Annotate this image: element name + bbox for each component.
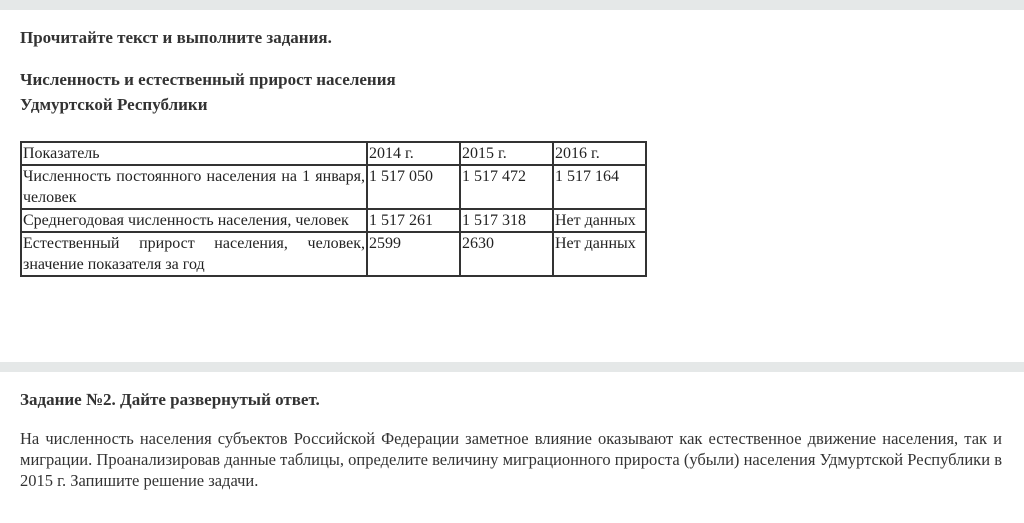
top-divider-band bbox=[0, 0, 1024, 10]
cell-2016: 1 517 164 bbox=[553, 165, 646, 209]
cell-2016: Нет данных bbox=[553, 232, 646, 276]
header-2016: 2016 г. bbox=[553, 142, 646, 165]
cell-2015: 1 517 472 bbox=[460, 165, 553, 209]
row-label: Естественный прирост населения, человек, значение показателя за год bbox=[21, 232, 367, 276]
cell-2016: Нет данных bbox=[553, 209, 646, 232]
cell-2015: 2630 bbox=[460, 232, 553, 276]
table-header-row bbox=[21, 142, 646, 165]
table-title bbox=[20, 67, 480, 117]
table-row bbox=[21, 165, 646, 209]
table-title-line2: Удмуртской Республики bbox=[20, 95, 208, 114]
row-label: Численность постоянного населения на 1 января, человек bbox=[21, 165, 367, 209]
cell-2014: 2599 bbox=[367, 232, 460, 276]
table-title-line1: Численность и естественный прирост населения bbox=[20, 70, 396, 89]
header-2015: 2015 г. bbox=[460, 142, 553, 165]
table-row bbox=[21, 232, 646, 276]
table-row bbox=[21, 209, 646, 232]
population-table bbox=[20, 141, 647, 277]
header-indicator: Показатель bbox=[21, 142, 367, 165]
cell-2014: 1 517 050 bbox=[367, 165, 460, 209]
row-label: Среднегодовая численность населения, человек bbox=[21, 209, 367, 232]
task-text: На численность населения субъектов Российской Федерации заметное влияние оказывают как естественное движение населения, так и миграции. Проанализировав данные таблицы, определите величину миграционного прироста (убыли) населения Удмуртской Республики в 2015 г. Запишите решение задачи. bbox=[20, 429, 1002, 490]
cell-2015: 1 517 318 bbox=[460, 209, 553, 232]
cell-2014: 1 517 261 bbox=[367, 209, 460, 232]
instruction-text: Прочитайте текст и выполните задания. bbox=[20, 28, 332, 47]
task-heading: Задание №2. Дайте развернутый ответ. bbox=[20, 390, 320, 409]
section-divider-band bbox=[0, 362, 1024, 372]
header-2014: 2014 г. bbox=[367, 142, 460, 165]
